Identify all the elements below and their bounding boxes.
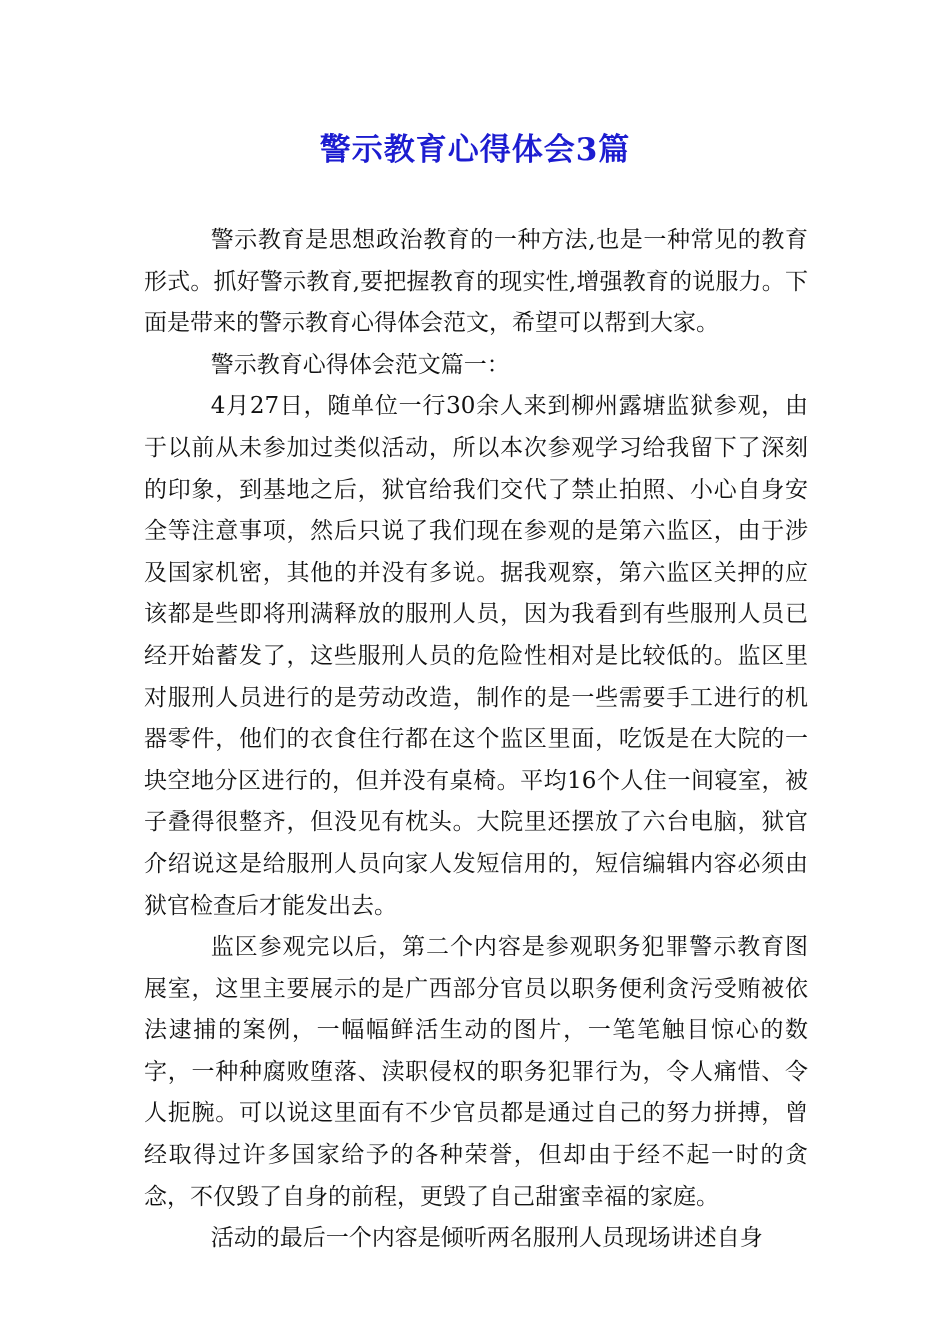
paragraph-heading-part-one: 警示教育心得体会范文篇一：: [210, 351, 510, 378]
paragraph-exhibition-room: 监区参观完以后，第二个内容是参观职务犯罪警示教育图展室，这里主要展示的是广西部分官员以职务便利贪污受贿被依法逮捕的案例，一幅幅鲜活生动的图片，一笔笔触目惊心的数字，一种种腐败堕落、渎职侵权的职务犯罪行为，令人痛惜、令人扼腕。可以说这里面有不少官员都是通过自己的努力拼搏，曾经取得过许多国家给予的各种荣誉，但却由于经不起一时的贪念，不仅毁了自身的前程，更毁了自己甜蜜幸福的家庭。: [144, 934, 808, 1210]
paragraph-final-activity: 活动的最后一个内容是倾听两名服刑人员现场讲述自身: [210, 1225, 763, 1252]
paragraph-intro: 警示教育是思想政治教育的一种方法,也是一种常见的教育形式。抓好警示教育,要把握教育的现实性,增强教育的说服力。下面是带来的警示教育心得体会范文，希望可以帮到大家。: [144, 227, 808, 337]
paragraph-prison-visit: 4月27日，随单位一行30余人来到柳州露塘监狱参观，由于以前从未参加过类似活动，所以本次参观学习给我留下了深刻的印象，到基地之后，狱官给我们交代了禁止拍照、小心自身安全等注意事项，然后只说了我们现在参观的是第六监区，由于涉及国家机密，其他的并没有多说。据我观察，第六监区关押的应该都是些即将刑满释放的服刑人员，因为我看到有些服刑人员已经开始蓄发了，这些服刑人员的危险性相对是比较低的。监区里对服刑人员进行的是劳动改造，制作的是一些需要手工进行的机器零件，他们的衣食住行都在这个监区里面，吃饭是在大院的一块空地分区进行的，但并没有桌椅。平均16个人住一间寝室，被子叠得很整齐，但没见有枕头。大院里还摆放了六台电脑，狱官介绍说这是给服刑人员向家人发短信用的，短信编辑内容必须由狱官检查后才能发出去。: [144, 393, 808, 919]
document-title: 警示教育心得体会3篇: [319, 132, 631, 168]
document-body: [144, 220, 808, 1260]
